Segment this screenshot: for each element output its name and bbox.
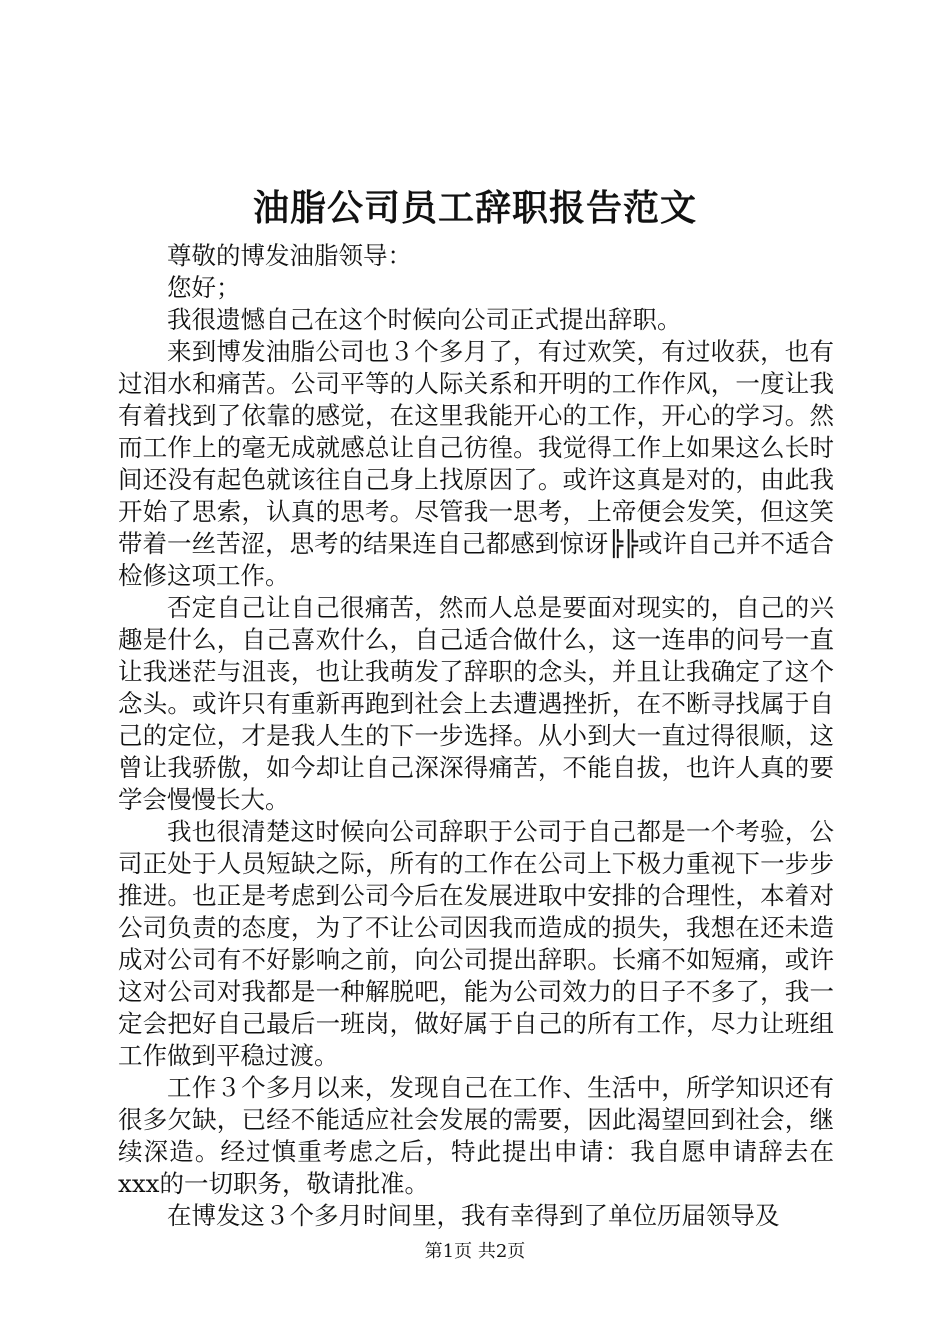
body-paragraph: 来到博发油脂公司也３个多月了，有过欢笑，有过收获，也有过泪水和痛苦。公司平等的人际关系和开明的工作作风，一度让我有着找到了依靠的感觉，在这里我能开心的工作，开心的学习。然而工作上的毫无成就感总让自己彷徨。我觉得工作上如果这么长时间还没有起色就该往自己身上找原因了。或许这真是对的，由此我开始了思索，认真的思考。尽管我一思考，上帝便会发笑，但这笑带着一丝苦涩，思考的结果连自己都感到惊讶╠╠或许自己并不适合检修这项工作。	[118, 337, 834, 590]
body-paragraph: 在博发这３个多月时间里，我有幸得到了单位历届领导及	[167, 1201, 780, 1230]
salutation: 尊敬的博发油脂领导：	[167, 241, 412, 270]
greeting: 您好；	[167, 273, 241, 302]
body-paragraph: 我很遗憾自己在这个时候向公司正式提出辞职。	[167, 305, 682, 334]
body-paragraph: 我也很清楚这时候向公司辞职于公司于自己都是一个考验，公司正处于人员短缺之际，所有的工作在公司上下极力重视下一步步推进。也正是考虑到公司今后在发展进取中安排的合理性，本着对公司负责的态度，为了不让公司因我而造成的损失，我想在还未造成对公司有不好影响之前，向公司提出辞职。长痛不如短痛，或许这对公司对我都是一种解脱吧，能为公司效力的日子不多了，我一定会把好自己最后一班岗，做好属于自己的所有工作，尽力让班组工作做到平稳过渡。	[118, 817, 834, 1070]
document-body	[118, 240, 834, 1232]
page-number-footer: 第1页 共2页	[424, 1241, 526, 1262]
document-title: 油脂公司员工辞职报告范文	[252, 187, 697, 229]
body-paragraph: 工作３个多月以来，发现自己在工作、生活中，所学知识还有很多欠缺，已经不能适应社会发展的需要，因此渴望回到社会，继续深造。经过慎重考虑之后，特此提出申请：我自愿申请辞去在xxx的一切职务，敬请批准。	[118, 1073, 834, 1198]
body-paragraph: 否定自己让自己很痛苦，然而人总是要面对现实的，自己的兴趣是什么，自己喜欢什么，自己适合做什么，这一连串的问号一直让我迷茫与沮丧，也让我萌发了辞职的念头，并且让我确定了这个念头。或许只有重新再跑到社会上去遭遇挫折，在不断寻找属于自己的定位，才是我人生的下一步选择。从小到大一直过得很顺，这曾让我骄傲，如今却让自己深深得痛苦，不能自拔，也许人真的要学会慢慢长大。	[118, 593, 834, 814]
